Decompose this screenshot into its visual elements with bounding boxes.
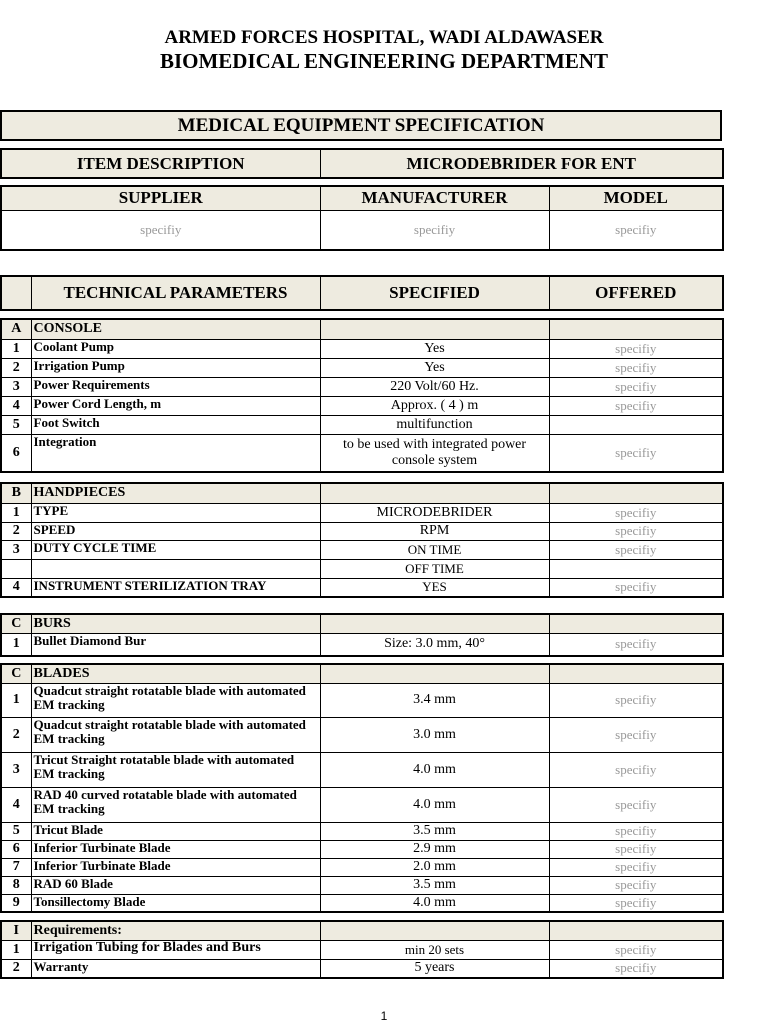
table-row: 4 INSTRUMENT STERILIZATION TRAY YES specifiy xyxy=(1,578,723,597)
table-row: 1 Quadcut straight rotatable blade with automated EM tracking 3.4 mm specifiy xyxy=(1,683,723,717)
table-row: 9 Tonsillectomy Blade 4.0 mm specifiy xyxy=(1,894,723,912)
supplier-value: specifiy xyxy=(1,210,320,250)
section-title: HANDPIECES xyxy=(31,483,320,503)
item-description-value: MICRODEBRIDER FOR ENT xyxy=(320,149,723,178)
section-title: Requirements: xyxy=(31,921,320,940)
hospital-name: ARMED FORCES HOSPITAL, WADI ALDAWASER xyxy=(164,27,604,48)
section-burs xyxy=(0,613,724,657)
table-row: 6 Integration to be used with integrated power console system specifiy xyxy=(1,434,723,472)
table-row: 5 Tricut Blade 3.5 mm specifiy xyxy=(1,822,723,840)
table-row: 4 Power Cord Length, m Approx. ( 4 ) m specifiy xyxy=(1,396,723,415)
table-row: 6 Inferior Turbinate Blade 2.9 mm specifiy xyxy=(1,840,723,858)
table-row: 8 RAD 60 Blade 3.5 mm specifiy xyxy=(1,876,723,894)
table-row: 3 Tricut Straight rotatable blade with automated EM tracking 4.0 mm specifiy xyxy=(1,752,723,787)
section-letter: B xyxy=(1,483,31,503)
table-row: 2 SPEED RPM specifiy xyxy=(1,522,723,540)
table-row: 2 Irrigation Pump Yes specifiy xyxy=(1,358,723,377)
model-value: specifiy xyxy=(549,210,723,250)
section-letter: I xyxy=(1,921,31,940)
section-requirements xyxy=(0,920,724,979)
supplier-header: SUPPLIER xyxy=(1,186,320,210)
manufacturer-header: MANUFACTURER xyxy=(320,186,549,210)
table-row: 1 Bullet Diamond Bur Size: 3.0 mm, 40° specifiy xyxy=(1,633,723,656)
table-row: 2 Warranty 5 years specifiy xyxy=(1,959,723,978)
section-title: BLADES xyxy=(31,664,320,683)
section-blades xyxy=(0,663,724,913)
table-row: 7 Inferior Turbinate Blade 2.0 mm specifiy xyxy=(1,858,723,876)
blank-header-cell xyxy=(1,276,31,310)
parameters-header-table xyxy=(0,275,724,311)
section-letter: C xyxy=(1,614,31,633)
offered-header: OFFERED xyxy=(549,276,723,310)
table-row: 3 Power Requirements 220 Volt/60 Hz. specifiy xyxy=(1,377,723,396)
section-title: CONSOLE xyxy=(31,319,320,339)
table-row: 3 DUTY CYCLE TIME ON TIME specifiy xyxy=(1,540,723,559)
table-row: 1 Irrigation Tubing for Blades and Burs min 20 sets specifiy xyxy=(1,940,723,959)
section-console xyxy=(0,318,724,473)
supplier-table xyxy=(0,185,724,251)
model-header: MODEL xyxy=(549,186,723,210)
item-description-label: ITEM DESCRIPTION xyxy=(1,149,320,178)
section-title: BURS xyxy=(31,614,320,633)
specified-header: SPECIFIED xyxy=(320,276,549,310)
item-description-table xyxy=(0,148,724,179)
table-row: 1 Coolant Pump Yes specifiy xyxy=(1,339,723,358)
section-letter: C xyxy=(1,664,31,683)
department-name: BIOMEDICAL ENGINEERING DEPARTMENT xyxy=(159,49,609,73)
page-number: 1 xyxy=(380,1009,388,1023)
table-row: 2 Quadcut straight rotatable blade with automated EM tracking 3.0 mm specifiy xyxy=(1,717,723,752)
manufacturer-value: specifiy xyxy=(320,210,549,250)
document-title: MEDICAL EQUIPMENT SPECIFICATION xyxy=(0,110,722,141)
section-handpieces xyxy=(0,482,724,598)
section-letter: A xyxy=(1,319,31,339)
table-row: 1 TYPE MICRODEBRIDER specifiy xyxy=(1,503,723,522)
table-row: OFF TIME xyxy=(1,559,723,578)
table-row: 4 RAD 40 curved rotatable blade with automated EM tracking 4.0 mm specifiy xyxy=(1,787,723,822)
technical-parameters-header: TECHNICAL PARAMETERS xyxy=(31,276,320,310)
table-row: 5 Foot Switch multifunction xyxy=(1,415,723,434)
